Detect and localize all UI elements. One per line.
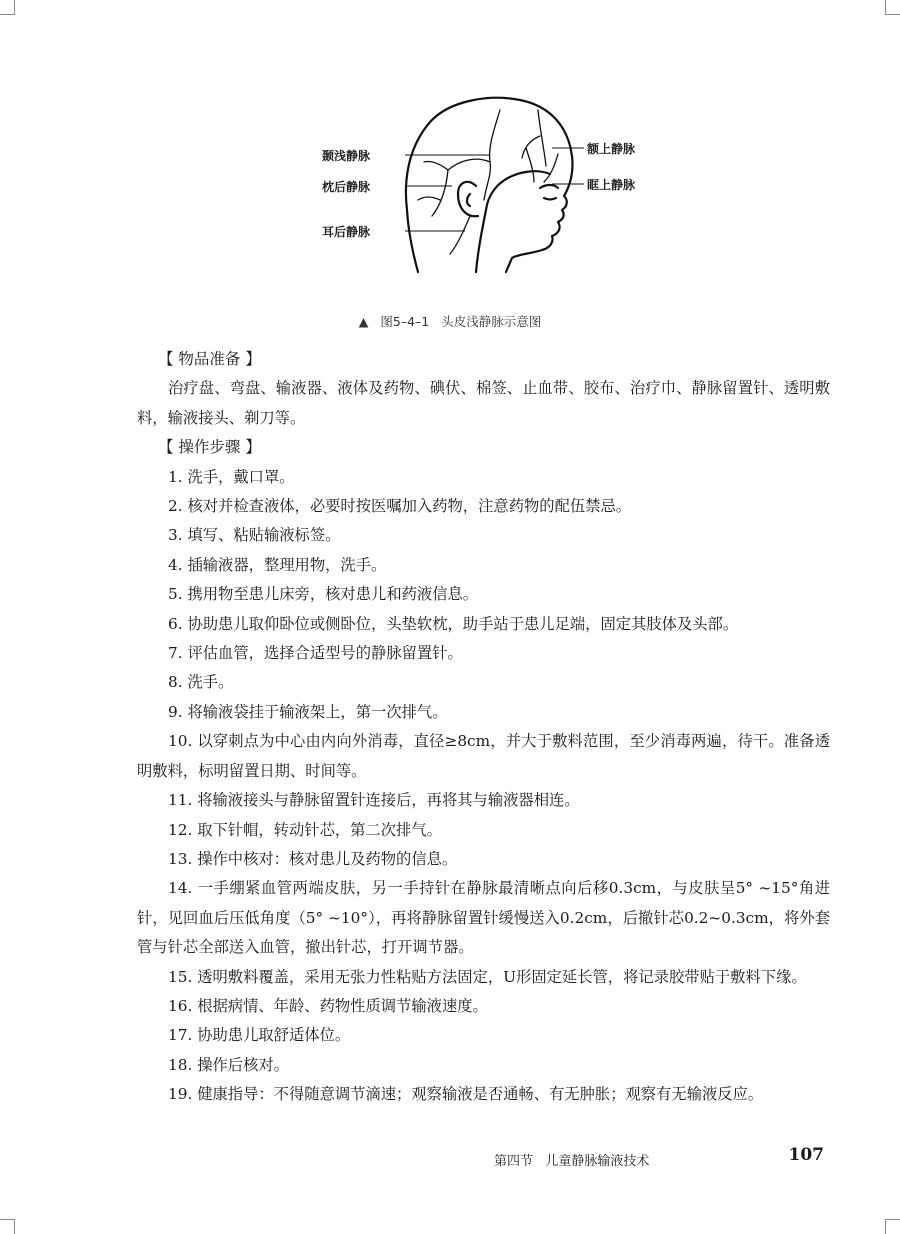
step-2: 2. 核对并检查液体，必要时按医嘱加入药物，注意药物的配伍禁忌。 (168, 497, 632, 516)
step-11: 11. 将输液接头与静脉留置针连接后，再将其与输液器相连。 (168, 791, 580, 810)
heading-supplies: 【 物品准备 】 (158, 350, 261, 368)
step-1: 1. 洗手，戴口罩。 (168, 467, 295, 486)
crop-mark-bottom-left (0, 1219, 15, 1234)
step-13: 13. 操作中核对：核对患儿及药物的信息。 (168, 849, 458, 868)
vein-frontal (538, 110, 546, 166)
crop-mark-bottom-right (885, 1219, 900, 1234)
footer-section: 第四节 (494, 1154, 534, 1169)
running-footer (494, 1150, 649, 1169)
step-17: 17. 协助患儿取舒适体位。 (168, 1026, 351, 1045)
step-15: 15. 透明敷料覆盖，采用无张力性粘贴方法固定，U形固定延长管，将记录胶带贴于敷料下缘。 (168, 967, 807, 986)
label-auricular-vein: 耳后静脉 (322, 225, 371, 239)
figure-caption (0, 312, 900, 330)
label-supraorbital-vein: 眶上静脉 (587, 178, 636, 192)
vein-supraorbital (544, 154, 558, 182)
caption-marker-icon: ▲ (358, 314, 369, 329)
step-10: 10. 以穿刺点为中心由内向外消毒，直径≥8cm，并大于敷料范围，至少消毒两遍，待干。准备透明敷料，标明留置日期、时间等。 (137, 732, 830, 780)
label-occipital-vein: 枕后静脉 (322, 180, 371, 194)
crop-mark-top-right (885, 0, 900, 15)
crop-mark-top-left (0, 0, 15, 15)
step-9: 9. 将输液袋挂于输液架上，第一次排气。 (168, 702, 448, 721)
supplies-paragraph: 治疗盘、弯盘、输液器、液体及药物、碘伏、棉签、止血带、胶布、治疗巾、静脉留置针、透明敷料，输液接头、剃刀等。 (137, 379, 830, 427)
step-7: 7. 评估血管，选择合适型号的静脉留置针。 (168, 644, 463, 663)
page-number: 107 (788, 1145, 824, 1165)
body-text (137, 345, 830, 1110)
label-frontal-vein: 额上静脉 (587, 142, 636, 156)
step-14: 14. 一手绷紧血管两端皮肤，另一手持针在静脉最清晰点向后移0.3cm，与皮肤呈5° ~15°角进针，见回血后压低角度（5° ~10°），再将静脉留置针缓慢送入0.2cm，后撤针芯0.2~0.3cm，将外套管与针芯全部送入血管，撤出针芯，打开调节器。 (137, 879, 830, 957)
heading-procedure: 【 操作步骤 】 (158, 438, 261, 457)
caption-number: 图5–4–1 (380, 314, 430, 329)
step-18: 18. 操作后核对。 (168, 1055, 289, 1074)
step-12: 12. 取下针帽，转动针芯，第二次排气。 (168, 820, 442, 839)
scalp-vein-figure (300, 90, 650, 290)
step-6: 6. 协助患儿取仰卧位或侧卧位，头垫软枕，助手站于患儿足端，固定其肢体及头部。 (168, 614, 739, 633)
vein-auricular (450, 216, 470, 254)
caption-title: 头皮浅静脉示意图 (441, 314, 542, 329)
vein-occipital (432, 170, 448, 216)
step-19: 19. 健康指导：不得随意调节滴速；观察输液是否通畅、有无肿胀；观察有无输液反应。 (168, 1085, 764, 1104)
footer-title: 儿童静脉输液技术 (545, 1154, 650, 1169)
step-8: 8. 洗手。 (168, 673, 234, 692)
step-5: 5. 携用物至患儿床旁，核对患儿和药液信息。 (168, 585, 479, 604)
step-4: 4. 插输液器，整理用物，洗手。 (168, 555, 387, 574)
step-3: 3. 填写、粘贴输液标签。 (168, 526, 341, 545)
step-16: 16. 根据病情、年龄、药物性质调节输液速度。 (168, 996, 488, 1015)
label-temporal-vein: 颞浅静脉 (322, 149, 371, 163)
